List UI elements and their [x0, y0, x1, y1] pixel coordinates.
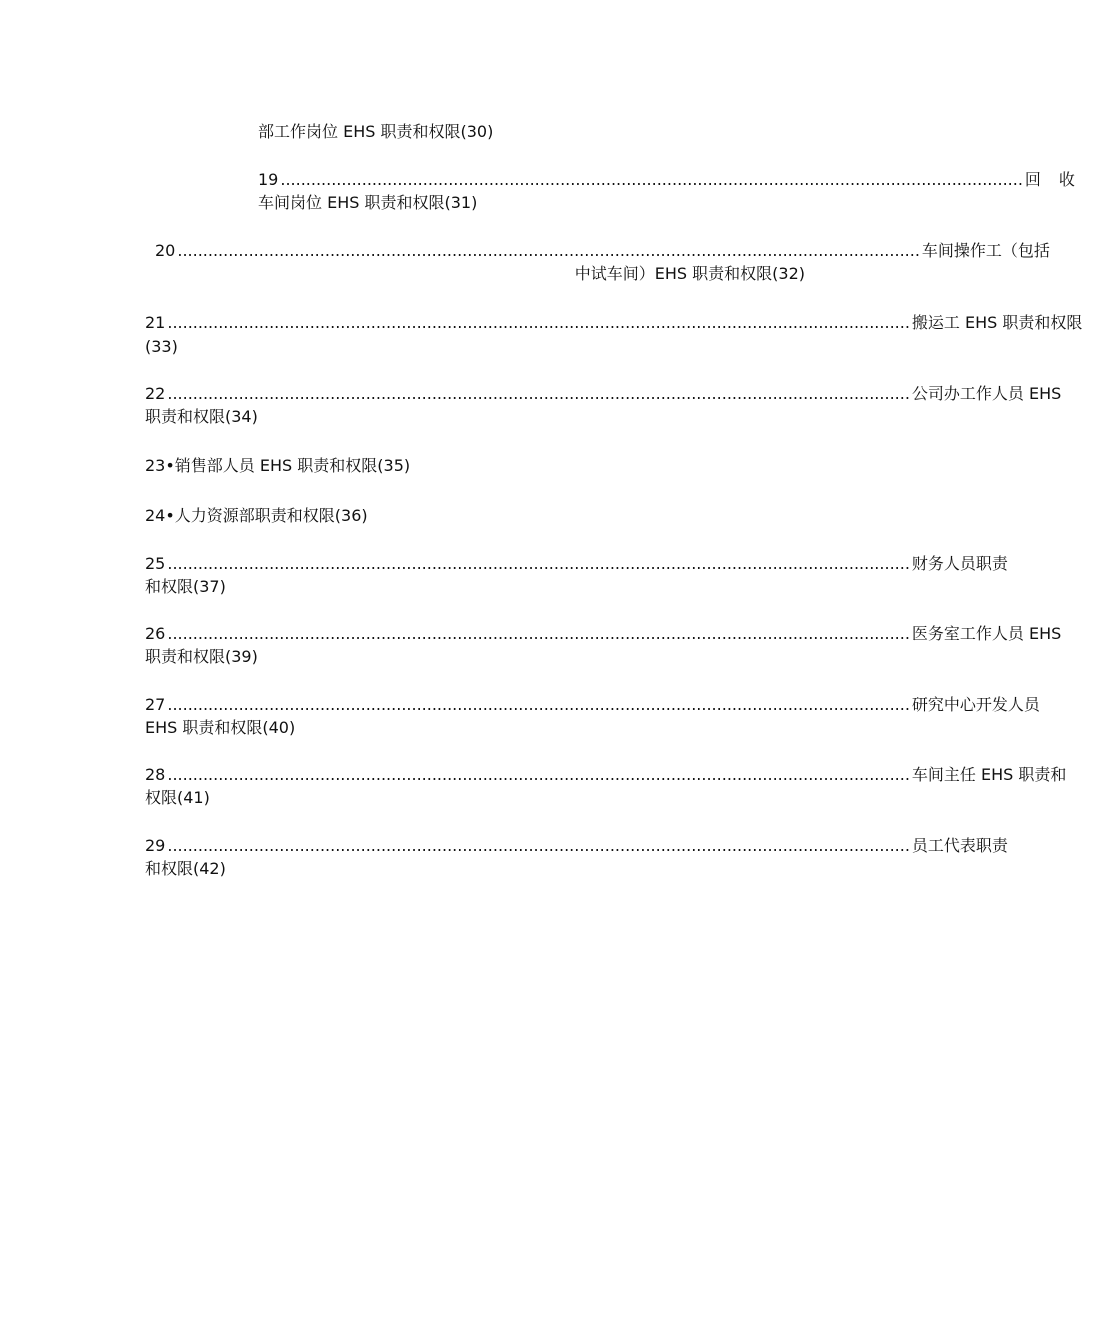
toc-leader-dots: ..................................................................................................................................................: [167, 836, 910, 855]
toc-entry-number: 28: [145, 765, 166, 784]
toc-entry-title: 回收: [1024, 170, 1093, 189]
toc-entry-23[interactable]: 23•销售部人员 EHS 职责和权限(35): [145, 456, 411, 475]
toc-entry-20-continuation: 中试车间）EHS 职责和权限(32): [574, 264, 805, 283]
toc-entry-title: 搬运工 EHS 职责和权限: [911, 313, 1083, 332]
toc-entry-20[interactable]: [155, 240, 1050, 262]
toc-leader-dots: ..................................................................................................................................................: [167, 765, 910, 784]
toc-entry-24[interactable]: 24•人力资源部职责和权限(36): [145, 506, 368, 525]
toc-leader-dots: ..................................................................................................................................................: [177, 241, 920, 260]
toc-leader-dots: ..................................................................................................................................................: [280, 170, 1023, 189]
toc-entry-title: 医务室工作人员 EHS: [911, 624, 1062, 643]
toc-entry-number: 19: [258, 170, 279, 189]
toc-entry-29[interactable]: [145, 835, 1008, 857]
toc-entry-29-continuation: 和权限(42): [145, 859, 226, 878]
toc-entry-number: 27: [145, 695, 166, 714]
toc-entry-26[interactable]: [145, 623, 1062, 645]
toc-entry-number: 29: [145, 836, 166, 855]
toc-entry-26-continuation: 职责和权限(39): [145, 647, 258, 666]
toc-entry-25-continuation: 和权限(37): [145, 577, 226, 596]
toc-entry-22-continuation: 职责和权限(34): [145, 407, 258, 426]
toc-entry-19[interactable]: [258, 169, 1093, 191]
toc-entry-22[interactable]: [145, 383, 1062, 405]
toc-entry-27-continuation: EHS 职责和权限(40): [145, 718, 296, 737]
toc-entry-title: 研究中心开发人员: [911, 695, 1040, 714]
toc-leader-dots: ..................................................................................................................................................: [167, 554, 910, 573]
toc-entry-title: 财务人员职责: [911, 554, 1008, 573]
toc-entry-19-continuation: 车间岗位 EHS 职责和权限(31): [258, 193, 478, 212]
toc-entry-27[interactable]: [145, 694, 1040, 716]
toc-entry-number: 20: [155, 241, 176, 260]
toc-entry-title: 车间主任 EHS 职责和: [911, 765, 1067, 784]
toc-entry-number: 21: [145, 313, 166, 332]
toc-entry-title: 车间操作工（包括: [921, 241, 1050, 260]
toc-entry-title: 员工代表职责: [911, 836, 1008, 855]
toc-leader-dots: ..................................................................................................................................................: [167, 624, 910, 643]
toc-entry-21-continuation: (33): [145, 337, 178, 356]
toc-leader-dots: ..................................................................................................................................................: [167, 313, 910, 332]
toc-entry-number: 25: [145, 554, 166, 573]
toc-entry-18-continuation: 部工作岗位 EHS 职责和权限(30): [258, 122, 494, 141]
toc-entry-25[interactable]: [145, 553, 1008, 575]
toc-entry-28-continuation: 权限(41): [145, 788, 210, 807]
toc-leader-dots: ..................................................................................................................................................: [167, 695, 910, 714]
toc-entry-title: 公司办工作人员 EHS: [911, 384, 1062, 403]
toc-entry-number: 26: [145, 624, 166, 643]
toc-leader-dots: ..................................................................................................................................................: [167, 384, 910, 403]
toc-entry-28[interactable]: [145, 764, 1067, 786]
toc-entry-number: 22: [145, 384, 166, 403]
toc-entry-21[interactable]: [145, 312, 1083, 334]
